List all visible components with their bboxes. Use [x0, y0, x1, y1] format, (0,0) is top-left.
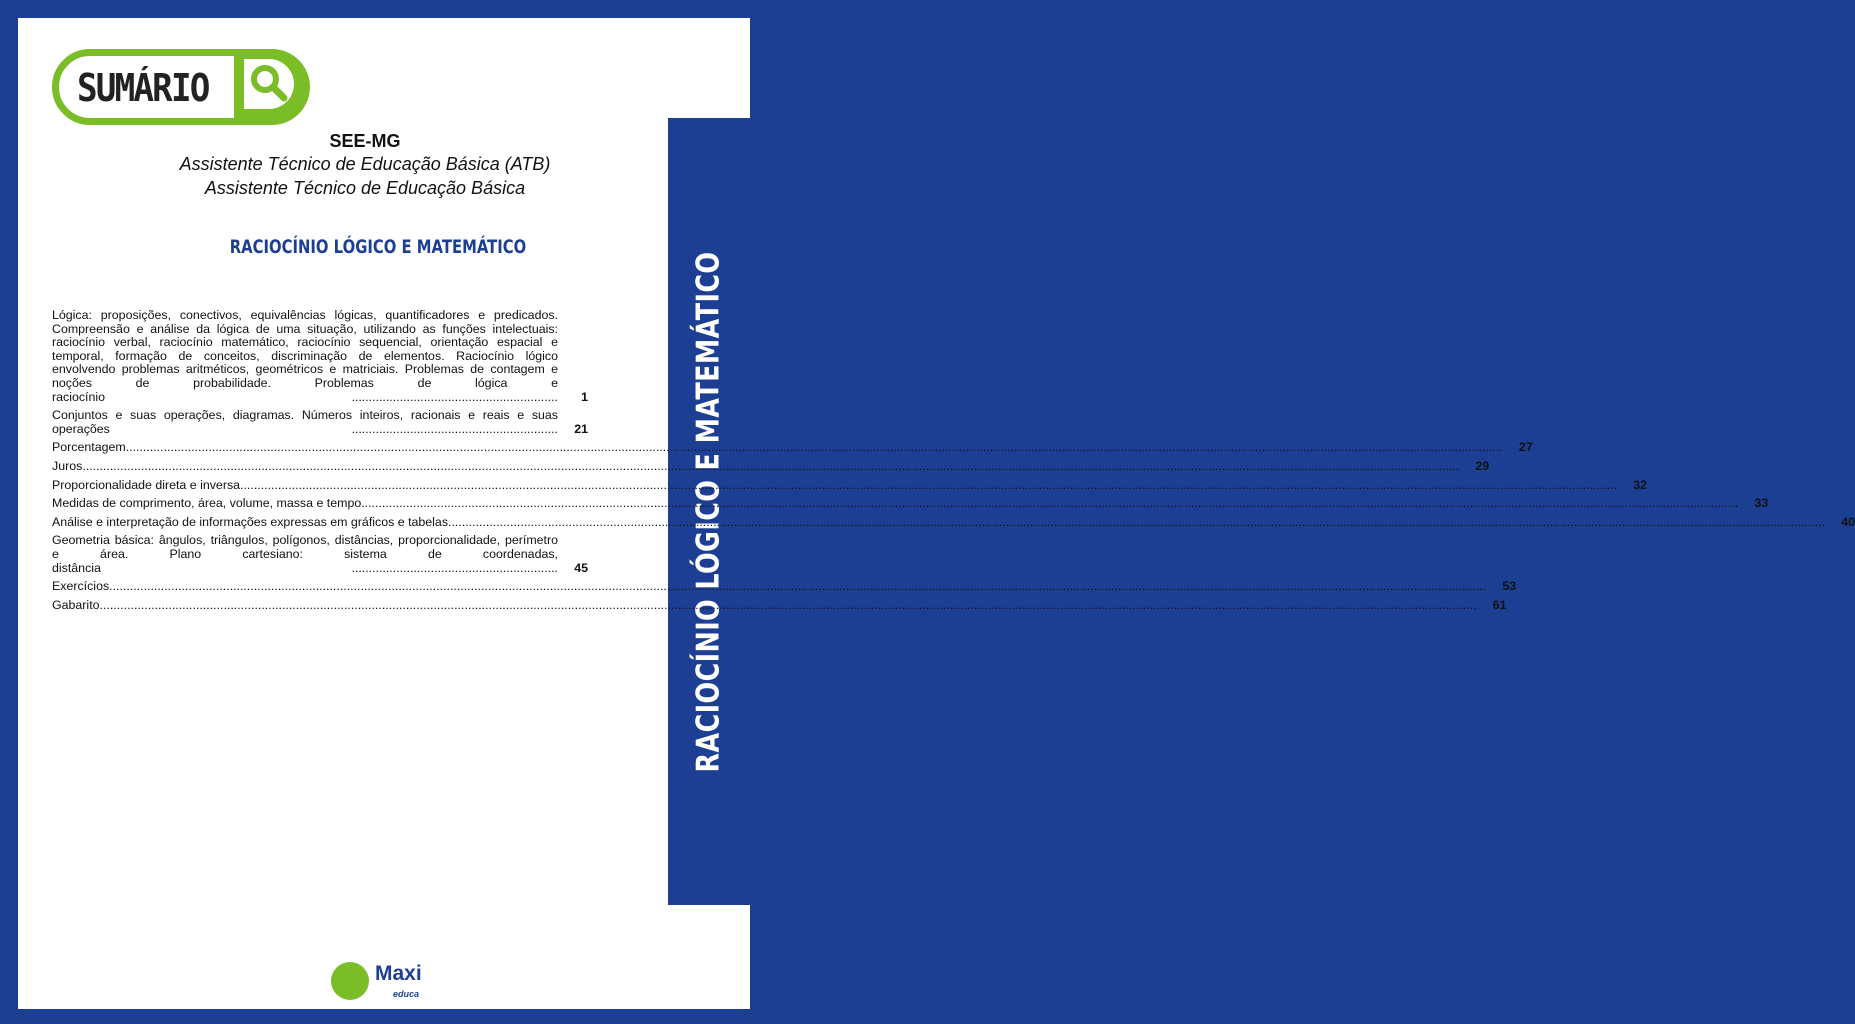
toc-item-text: Lógica: proposições, conectivos, equivalências lógicas, quantificadores e predicados. Compreensão e análise da lógica de uma situação, utilizando as funções intelectuais: raciocínio verbal, raciocínio matemático, raciocínio sequencial, orientação espacial e temporal, formação de conceitos, discriminação de elementos. Raciocínio lógico envolvendo problemas aritméticos, geométricos e matriciais. Problemas de contagem e noções de probabilidade. Problemas de lógica e raciocínio ............................................................ [52, 308, 558, 404]
toc-item-page: 61 [1492, 597, 1507, 612]
toc-item: Porcentagem ................................................................................................................................................................................................................................................................................................................................................................................................................ 27 [52, 440, 1533, 455]
toc-item-page: 40 [1841, 514, 1855, 529]
toc-item-page: 33 [1754, 496, 1769, 511]
toc-item-page: 27 [1518, 440, 1533, 455]
side-band-title: RACIOCÍNIO LÓGICO E MATEMÁTICO [691, 251, 728, 772]
toc-item: Análise e interpretação de informações expressas em gráficos e tabelas ................................................................................................................................................................................................................................................................................................................................................................................................................ 40 [52, 514, 1855, 529]
summary-badge-label: SUMÁRIO [77, 66, 209, 110]
logo-brand: Maxi [375, 962, 422, 985]
logo-mark-icon [331, 962, 369, 1000]
side-band [668, 118, 750, 905]
summary-badge [52, 49, 308, 125]
position-line-1: Assistente Técnico de Educação Básica (ATB) [179, 154, 551, 174]
toc-item-page: 21 [574, 421, 588, 436]
subject-title: RACIOCÍNIO LÓGICO E MATEMÁTICO [229, 236, 527, 258]
toc-item: Exercícios ................................................................................................................................................................................................................................................................................................................................................................................................................ 53 [52, 579, 1517, 594]
magnifier-icon [234, 49, 310, 125]
toc-item-text: Juros [52, 458, 83, 473]
toc-item-text: Proporcionalidade direta e inversa [52, 477, 241, 492]
toc-item-page: 45 [574, 560, 588, 575]
organization-title: SEE-MG [329, 131, 401, 151]
toc-item-text: Porcentagem [52, 440, 126, 455]
toc-item-text: Gabarito [52, 597, 100, 612]
toc-item-text: Análise e interpretação de informações expressas em gráficos e tabelas [52, 514, 449, 529]
logo-sub: educa [393, 989, 420, 999]
toc-item-text: Geometria básica: ângulos, triângulos, polígonos, distâncias, proporcionalidade, perímetro e área. Plano cartesiano: sistema de coordenadas, distância ............................................................ [52, 533, 558, 575]
toc-item-text: Medidas de comprimento, área, volume, massa e tempo [52, 496, 362, 511]
toc-item-text: Conjuntos e suas operações, diagramas. Números inteiros, racionais e reais e suas operações ............................................................ [52, 408, 558, 436]
position-line-2: Assistente Técnico de Educação Básica [204, 178, 526, 198]
toc-item-page: 29 [1475, 458, 1490, 473]
toc-item: Juros ................................................................................................................................................................................................................................................................................................................................................................................................................ 29 [52, 458, 1490, 473]
toc-item-page: 53 [1502, 579, 1517, 594]
maxi-educa-logo [331, 960, 441, 1002]
toc-item [52, 409, 588, 436]
toc-item: Proporcionalidade direta e inversa ................................................................................................................................................................................................................................................................................................................................................................................................................ 32 [52, 477, 1648, 492]
toc-item-page: 32 [1633, 477, 1648, 492]
toc-item-text: Exercícios [52, 579, 110, 594]
toc-item: Medidas de comprimento, área, volume, massa e tempo ................................................................................................................................................................................................................................................................................................................................................................................................................ 33 [52, 496, 1769, 511]
toc-item [52, 534, 588, 575]
toc-item: Gabarito ................................................................................................................................................................................................................................................................................................................................................................................................................ 61 [52, 597, 1507, 612]
toc-item [52, 309, 588, 404]
toc-item-page: 1 [581, 389, 588, 404]
